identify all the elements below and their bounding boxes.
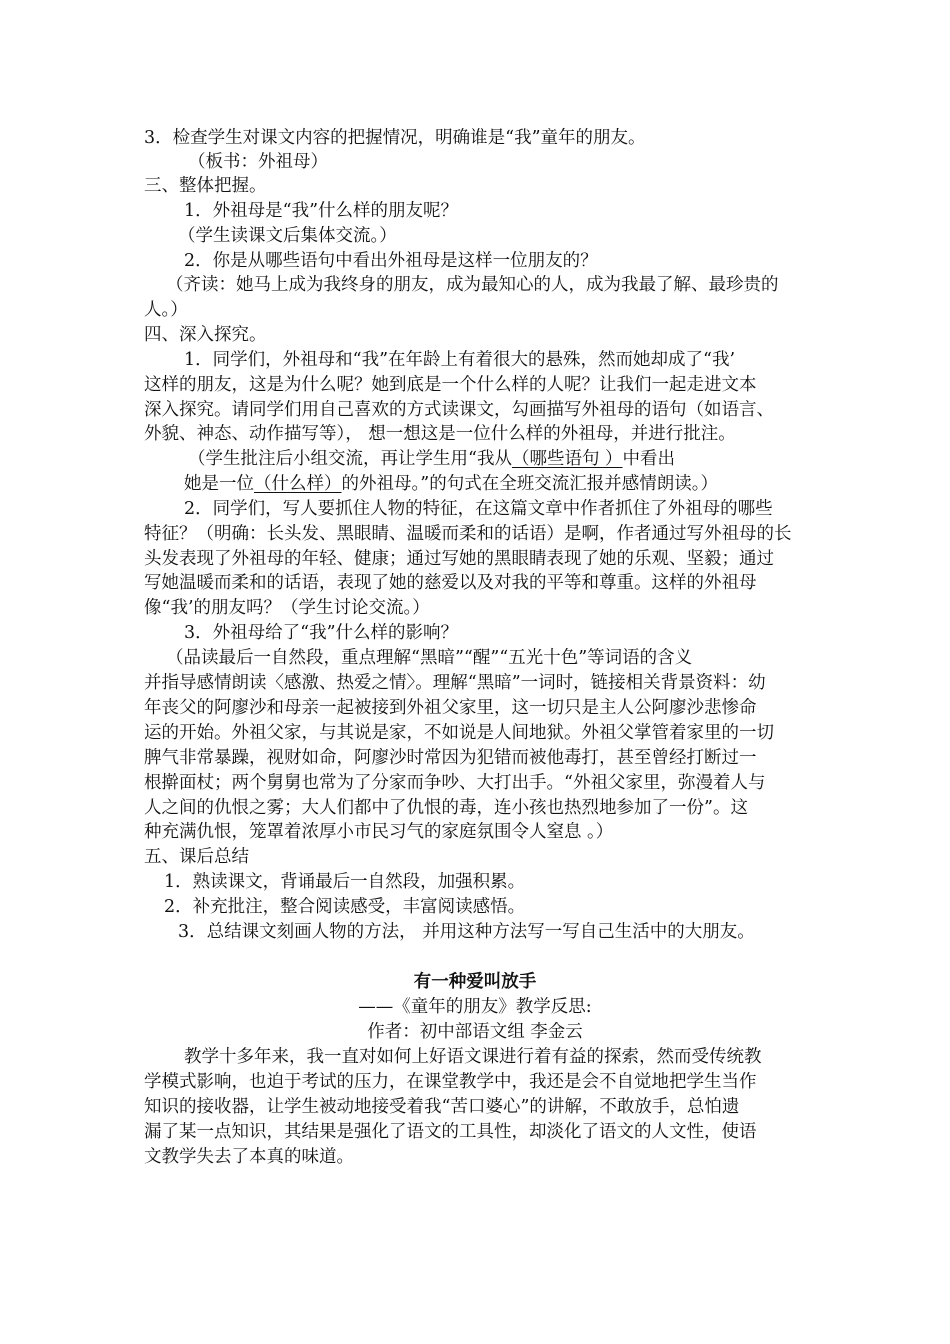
paragraph-line: 这样的朋友，这是为什么呢？她到底是一个什么样的人呢？让我们一起走进文本 xyxy=(144,375,757,395)
paragraph-line: 年丧父的阿廖沙和母亲一起被接到外祖父家里，这一切只是主人公阿廖沙悲惨命 xyxy=(144,698,757,718)
reflection-title: 有一种爱叫放手 xyxy=(413,972,537,992)
fill-in-text: 她是一位 xyxy=(184,474,254,494)
section-heading-deep: 四、深入探究。 xyxy=(144,325,267,345)
paragraph-line: 学模式影响，也迫于考试的压力，在课堂教学中，我还是会不自觉地把学生当作 xyxy=(144,1072,757,1092)
summary-item: 2．补充批注，整合阅读感受，丰富阅读感悟。 xyxy=(164,897,526,917)
question-2-note-line: 人。） xyxy=(144,300,188,320)
question-1-note: （学生读课文后集体交流。） xyxy=(178,226,397,246)
question-1: 1．外祖母是“我”什么样的朋友呢？ xyxy=(184,201,459,221)
paragraph-line: 脾气非常暴躁，视财如命，阿廖沙时常因为犯错而被他毒打，甚至曾经打断过一 xyxy=(144,748,757,768)
fill-in-sentence-line xyxy=(184,472,718,496)
step-3-text: 3．检查学生对课文内容的把握情况，明确谁是“我”童年的朋友。 xyxy=(144,128,646,148)
paragraph-line: 外貌、神态、动作描写等）， 想一想这是一位什么样的外祖母，并进行批注。 xyxy=(144,424,736,444)
paragraph-line: 教学十多年来，我一直对如何上好语文课进行着有益的探索，然而受传统教 xyxy=(184,1047,762,1067)
paragraph-line: 特征？（明确：长头发、黑眼睛、温暖而柔和的话语）是啊，作者通过写外祖母的长 xyxy=(144,524,792,544)
paragraph-line: 1．同学们，外祖母和“我”在年龄上有着很大的悬殊，然而她却成了“我’ xyxy=(184,350,736,370)
paragraph-line: 并指导感情朗读〈感激、热爱之情〉。理解“黑暗”一词时，链接相关背景资料：幼 xyxy=(144,673,766,693)
paragraph-line: 深入探究。请同学们用自己喜欢的方式读课文，勾画描写外祖母的语句（如语言、 xyxy=(144,400,774,420)
paragraph-line: 2．同学们，写人要抓住人物的特征，在这篇文章中作者抓住了外祖母的哪些 xyxy=(184,499,773,519)
paragraph-line: 人之间的仇恨之雾；大人们都中了仇恨的毒，连小孩也热烈地参加了一份”。这 xyxy=(144,798,748,818)
fill-in-sentence-line xyxy=(188,447,675,471)
section-heading-summary: 五、课后总结 xyxy=(144,847,249,867)
question-2: 2．你是从哪些语句中看出外祖母是这样一位朋友的？ xyxy=(184,251,598,271)
reflection-author: 作者：初中部语文组 李金云 xyxy=(367,1022,583,1042)
paragraph-line: 运的开始。外祖父家，与其说是家，不如说是人间地狱。外祖父掌管着家里的一切 xyxy=(144,723,774,743)
paragraph-line: 根擀面杖；两个舅舅也常为了分家而争吵、大打出手。“外祖父家里，弥漫着人与 xyxy=(144,773,766,793)
paragraph-line: 像“我’的朋友吗？（学生讨论交流。） xyxy=(144,598,430,618)
paragraph-line: 文教学失去了本真的味道。 xyxy=(144,1147,354,1167)
paragraph-line: 写她温暖而柔和的话语，表现了她的慈爱以及对我的平等和尊重。这样的外祖母 xyxy=(144,573,757,593)
fill-in-blank: （哪些语句 ） xyxy=(511,449,623,469)
reflection-subtitle: ——《童年的朋友》教学反思: xyxy=(358,997,592,1017)
fill-in-text: 中看出 xyxy=(622,449,676,469)
paragraph-line: 种充满仇恨，笼罩着浓厚小市民习气的家庭氛围令人窒息 。） xyxy=(144,822,614,842)
summary-item: 1．熟读课文，背诵最后一自然段，加强积累。 xyxy=(164,872,526,892)
paragraph-line: 头发表现了外祖母的年轻、健康；通过写她的黑眼睛表现了她的乐观、坚毅；通过 xyxy=(144,549,774,569)
fill-in-text: 的外祖母。”的句式在全班交流汇报并感情朗读。） xyxy=(341,474,718,494)
summary-item: 3．总结课文刻画人物的方法， 并用这种方法写一写自己生活中的大朋友。 xyxy=(178,922,755,942)
paragraph-line: 漏了某一点知识，其结果是强化了语文的工具性，却淡化了语文的人文性，使语 xyxy=(144,1122,757,1142)
question-3: 3．外祖母给了“我”什么样的影响？ xyxy=(184,623,459,643)
fill-in-blank: （什么样） xyxy=(254,474,342,494)
board-note: （板书：外祖母） xyxy=(188,152,328,172)
fill-in-text: （学生批注后小组交流，再让学生用“我从 xyxy=(188,449,512,469)
question-2-note-line: （齐读：她马上成为我终身的朋友，成为最知心的人，成为我最了解、最珍贵的 xyxy=(166,275,779,295)
paragraph-line: （品读最后一自然段，重点理解“黑暗”“醒”“五光十色”等词语的含义 xyxy=(166,648,693,668)
section-heading-overall: 三、整体把握。 xyxy=(144,176,267,196)
paragraph-line: 知识的接收器，让学生被动地接受着我“苦口婆心”的讲解，不敢放手，总怕遗 xyxy=(144,1097,740,1117)
